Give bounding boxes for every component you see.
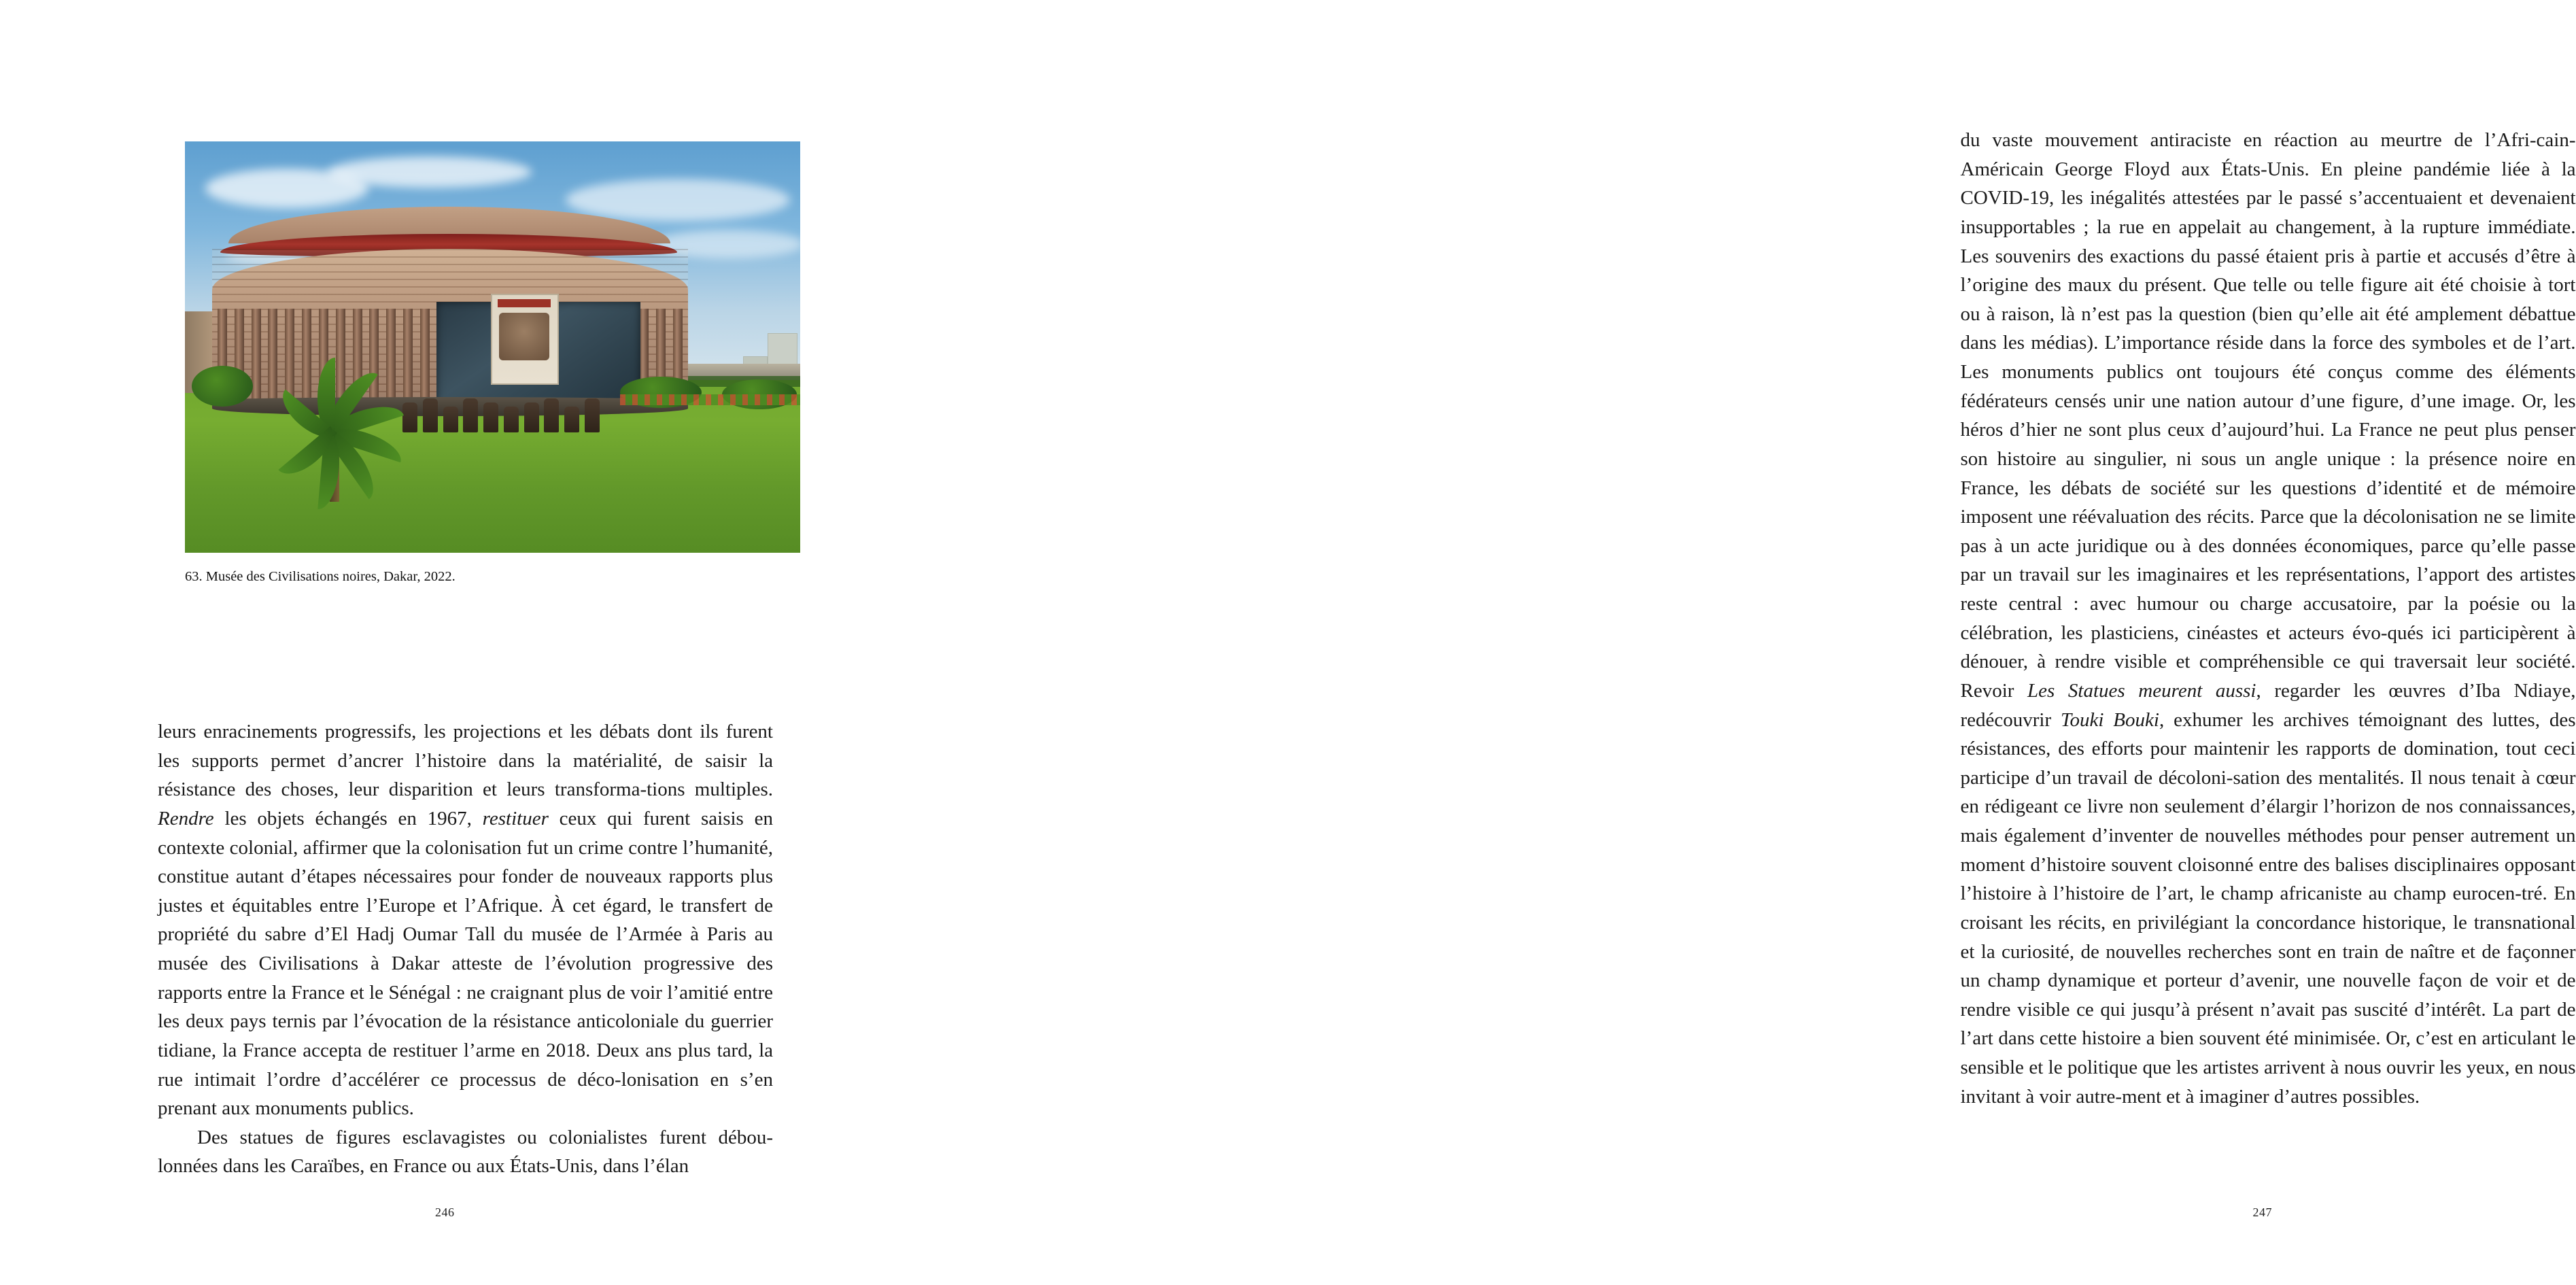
italic-title: Rendre bbox=[158, 807, 214, 829]
text-run: ceux qui furent saisis en contexte colonial, affirmer que la colonisation fut un crime contre l’humanité, constitue autant d’étapes nécessaires pour fonder de nouveaux rapports plus justes et équitables entre l’Europe et l’Afrique. À cet égard, le transfert de propriété du sabre d’El Hadj Oumar Tall du musée de l’Armée à Paris au musée des Civilisations à Dakar atteste de l’évolution progressive des rapports entre la France et le Sénégal : ne craignant plus de voir l’amitié entre les deux pays ternis par l’évocation de la résistance anticoloniale du guerrier tidiane, la France accepta de restituer l’arme en 2018. Deux ans plus tard, la rue intimait l’ordre d’accélérer ce processus de déco-lonisation en s’en prenant aux monuments publics. bbox=[158, 807, 773, 1120]
text-run: les objets échangés en 1967, bbox=[213, 807, 483, 829]
figure-museum bbox=[185, 141, 800, 586]
body-text-left bbox=[158, 717, 773, 1181]
text-run: , regarder les œuvres d’Iba Ndiaye, redécouvrir bbox=[1960, 679, 2576, 731]
body-text-right bbox=[1961, 126, 2576, 1111]
page-number-left: 246 bbox=[435, 1205, 455, 1219]
text-run: leurs enracinements progressifs, les projections et les débats dont ils furent les supports permet d’ancrer l’histoire dans la matérialité, de saisir la résistance des choses, leur disparition et leurs transforma-tions multiples. bbox=[158, 721, 773, 801]
photo-musee-des-civilisations-noires bbox=[185, 141, 800, 553]
paragraph bbox=[158, 717, 773, 1123]
flower-bed bbox=[620, 394, 800, 405]
shrub bbox=[192, 366, 253, 407]
paragraph bbox=[1961, 126, 2576, 1111]
sculpture-row bbox=[402, 394, 600, 432]
italic-title: restituer bbox=[482, 807, 549, 829]
text-run: , exhumer les archives témoignant des luttes, des résistances, des efforts pour maintenir les rapports de domination, tout ceci participe d’un travail de décoloni-sation des mentalités. Il nous tenait à cœur en rédigeant ce livre non seulement d’élargir l’horizon de nos connaissances, mais également d’inventer de nouvelles méthodes pour penser autrement un moment d’histoire souvent cloisonné entre des balises disciplinaires opposant l’histoire à l’histoire de l’art, le champ africaniste au champ eurocen-tré. En croisant les récits, en privilégiant la concordance historique, le transnational et la curiosité, de nouvelles recherches sont en train de naître et de façonner un champ dynamique et porteur d’avenir, une nouvelle façon de voir et de rendre visible ce qui jusqu’à présent n’avait pas suscité d’intérêt. La part de l’art dans cette histoire a bien souvent été minimisée. Or, c’est en articulant le sensible et le politique que les artistes arrivent à nous ouvrir les yeux, en nous invitant à voir autre-ment et à imaginer d’autres possibles. bbox=[1960, 708, 2576, 1108]
paragraph bbox=[158, 1123, 773, 1181]
palm-tree bbox=[256, 345, 413, 502]
page-right bbox=[910, 0, 2576, 1285]
page-number-right: 247 bbox=[2252, 1205, 2272, 1219]
text-run: Des statues de figures esclavagistes ou colonialistes furent débou-lonnées dans les Caraïbes, en France ou aux États-Unis, dans l’élan bbox=[158, 1126, 773, 1178]
text-run: du vaste mouvement antiraciste en réaction au meurtre de l’Afri-cain-Américain George Floyd aux États-Unis. En pleine pandémie liée à la COVID-19, les inégalités attestées par le passé s’accentuaient et devenaient insupportables ; la rue en appelait au changement, à la rupture immédiate. Les souvenirs des exactions du passé étaient pris à partie et accusés d’être à l’origine des maux du présent. Que telle ou telle figure ait été choisie à tort ou à raison, là n’est pas la question (bien qu’elle ait été amplement débattue dans les médias). L’importance réside dans la force des symboles et de l’art. Les monuments publics ont toujours été conçus comme des éléments fédérateurs censés unir une nation autour d’une figure, d’une image. Or, les héros d’hier ne sont plus ceux d’aujourd’hui. La France ne peut plus penser son histoire au singulier, ni sous un angle unique : la présence noire en France, les débats de société sur les questions d’identité et de mémoire imposent une réévaluation des récits. Parce que la décolonisation ne se limite pas à un acte juridique ou à des données économiques, parce qu’elle passe par un travail sur les imaginaires et les représentations, l’apport des artistes reste central : avec humour ou charge accusatoire, par la poésie ou la célébration, les plasticiens, cinéastes et acteurs évo-qués ici participèrent à dénouer, à rendre visible et compréhensible ce qui traversait leur société. Revoir bbox=[1960, 129, 2576, 702]
exhibition-poster bbox=[491, 294, 559, 385]
italic-title: Touki Bouki bbox=[2061, 708, 2159, 731]
cloud bbox=[328, 156, 532, 188]
page-left bbox=[0, 0, 910, 1285]
figure-caption: 63. Musée des Civilisations noires, Dakar, 2022. bbox=[185, 569, 456, 584]
italic-title: Les Statues meurent aussi bbox=[2027, 679, 2256, 702]
